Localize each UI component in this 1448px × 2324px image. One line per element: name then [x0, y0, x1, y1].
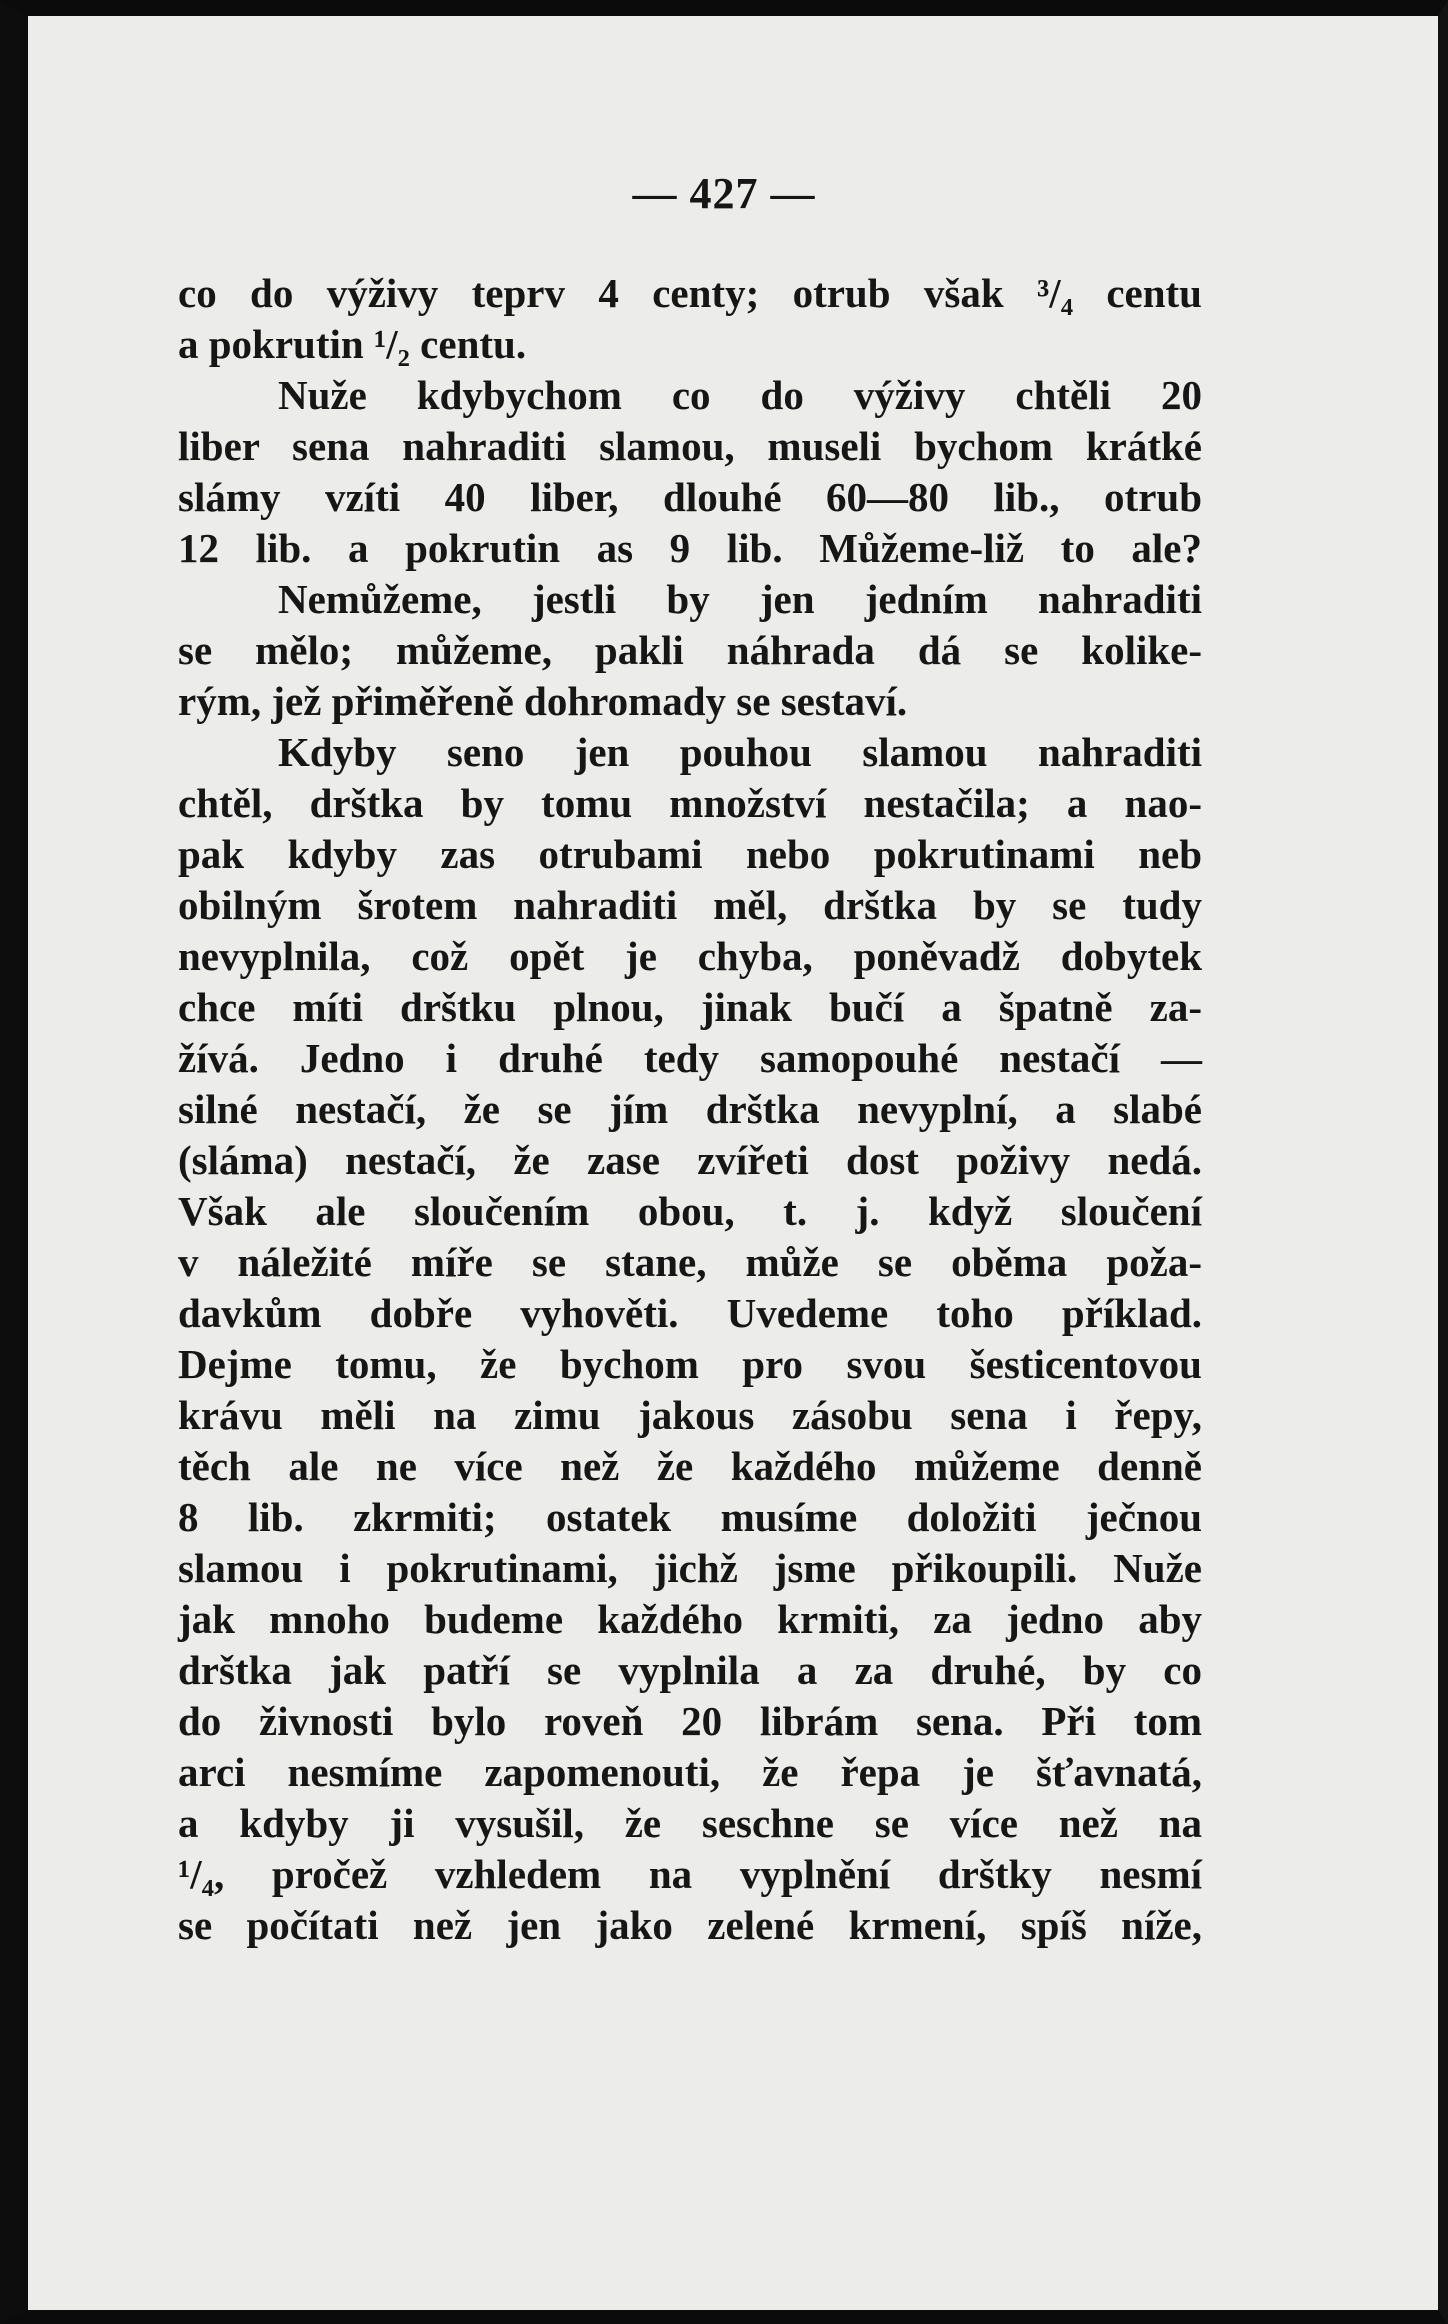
text-line: žívá. Jedno i druhé tedy samopouhé nestačí — [178, 1035, 1202, 1081]
text-line: (sláma) nestačí, že zase zvířeti dost poživy nedá. [178, 1137, 1202, 1183]
text-line: davkům dobře vyhověti. Uvedeme toho příklad. [178, 1290, 1202, 1336]
text-line: silné nestačí, že se jím drštka nevyplní, a slabé [178, 1086, 1202, 1132]
text-line: 8 lib. zkrmiti; ostatek musíme doložiti ječnou [178, 1494, 1202, 1540]
page-number: — 427 — [632, 169, 816, 218]
text-line: krávu měli na zimu jakous zásobu sena i řepy, [178, 1392, 1202, 1438]
text-line: drštka jak patří se vyplnila a za druhé, by co [178, 1647, 1202, 1693]
text-line: do živnosti bylo roveň 20 librám sena. Při tom [178, 1698, 1202, 1744]
text-line: slámy vzíti 40 liber, dlouhé 60—80 lib., otrub [178, 474, 1202, 520]
text-line: a pokrutin ¹/₂ centu. [178, 321, 527, 367]
text-line: 12 lib. a pokrutin as 9 lib. Můžeme-liž to ale? [178, 525, 1202, 571]
text-line: se počítati než jen jako zelené krmení, spíš níže, [178, 1902, 1202, 1948]
text-line: jak mnoho budeme každého krmiti, za jedno aby [178, 1596, 1202, 1642]
text-line: obilným šrotem nahraditi měl, drštka by se tudy [178, 882, 1202, 928]
text-line: nevyplnila, což opět je chyba, poněvadž dobytek [178, 933, 1202, 979]
body-text [178, 268, 1202, 1951]
text-line: Nemůžeme, jestli by jen jedním nahraditi [278, 576, 1202, 622]
text-line: Však ale sloučením obou, t. j. když sloučení [178, 1188, 1202, 1234]
text-line: těch ale ne více než že každého můžeme denně [178, 1443, 1202, 1489]
text-line: v náležité míře se stane, může se oběma poža- [178, 1239, 1202, 1285]
text-line: ¹/₄, pročež vzhledem na vyplnění drštky nesmí [178, 1851, 1202, 1897]
text-line: arci nesmíme zapomenouti, že řepa je šťavnatá, [178, 1749, 1202, 1795]
text-line: co do výživy teprv 4 centy; otrub však ³/₄ centu [178, 270, 1202, 316]
text-line: se mělo; můžeme, pakli náhrada dá se kolike- [178, 627, 1202, 673]
text-line: chce míti drštku plnou, jinak bučí a špatně za- [178, 984, 1202, 1030]
text-line: chtěl, drštka by tomu množství nestačila; a nao- [178, 780, 1202, 826]
text-line: Nuže kdybychom co do výživy chtěli 20 [278, 372, 1202, 418]
text-line: rým, jež přiměřeně dohromady se sestaví. [178, 678, 908, 724]
text-line: slamou i pokrutinami, jichž jsme přikoupili. Nuže [178, 1545, 1202, 1591]
text-line: Kdyby seno jen pouhou slamou nahraditi [278, 729, 1202, 775]
text-line: liber sena nahraditi slamou, museli bychom krátké [178, 423, 1202, 469]
text-line: a kdyby ji vysušil, že seschne se více než na [178, 1800, 1202, 1846]
text-line: pak kdyby zas otrubami nebo pokrutinami neb [178, 831, 1202, 877]
text-line: Dejme tomu, že bychom pro svou šesticentovou [178, 1341, 1202, 1387]
